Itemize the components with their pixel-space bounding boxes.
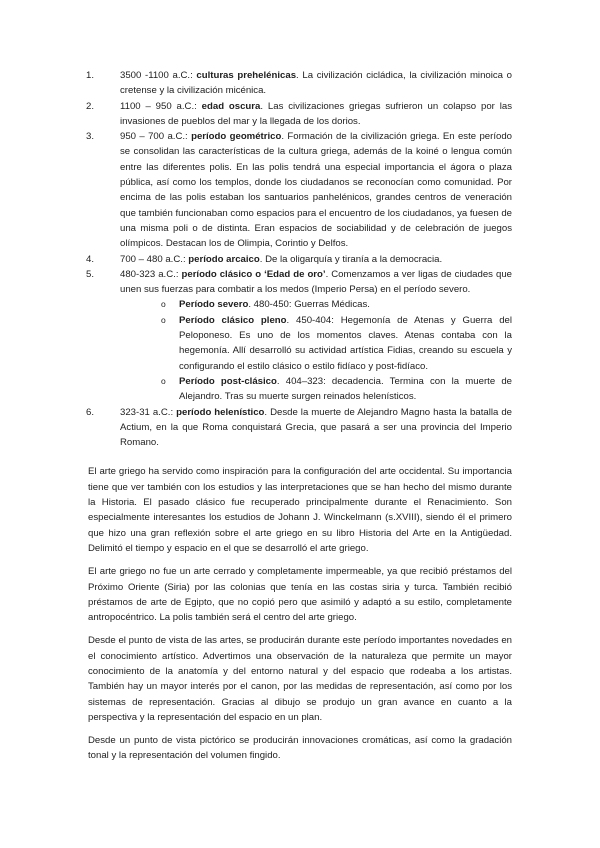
period-name: edad oscura [201, 100, 261, 112]
sublist-item [120, 297, 512, 312]
list-number: 4. [86, 253, 95, 265]
subperiod-name: Período post-clásico [179, 375, 277, 387]
sublist-item [120, 374, 512, 405]
body-paragraph: El arte griego no fue un arte cerrado y completamente impermeable, ya que recibió préstamos del Próximo Oriente (Siria) por las colonias que tenía en las costas siria y turca. También recibió préstamos de arte de Egipto, que no copió pero que asimiló y adaptó a su estilo, completamente antropocéntrico. La polis también será el centro del arte griego. [88, 566, 512, 624]
list-number: 2. [86, 100, 95, 112]
body-paragraph: El arte griego ha servido como inspiración para la configuración del arte occidental. Su importancia tiene que ver también con los estudios y las interpretaciones que se han hecho del mismo durante la Historia. El pasado clásico fue recuperado principalmente durante el Renacimiento. Son especialmente interesantes los estudios de Johann J. Winckelmann (s.XVIII), siendo él el primero que hizo una gran reflexión sobre el arte griego en su libro Historia del Arte en la Antigüedad. Delimitó el tiempo y espacio en el que se desarrolló el arte griego. [88, 466, 512, 554]
period-name: período clásico o ‘Edad de oro’ [181, 268, 326, 280]
period-description: . Desde la muerte de Alejandro Magno hasta la batalla de Actium, en la que Roma conquistará Grecia, que pasará a ser una provincia del Imperio Romano. [120, 406, 512, 449]
bullet-icon: o [161, 375, 166, 386]
bullet-icon: o [161, 299, 166, 310]
periods-list [86, 68, 513, 450]
subperiod-description: . 480-450: Guerras Médicas. [248, 299, 370, 311]
list-item [86, 68, 512, 99]
period-dates: 1100 – 950 a.C.: [120, 100, 202, 112]
period-description: . Las civilizaciones griegas sufrieron un colapso por las invasiones de pueblos del mar y la llegada de los dorios. [120, 100, 512, 127]
subperiod-description: . 404–323: decadencia. Termina con la muerte de Alejandro. Tras su muerte surgen reinados helenísticos. [179, 375, 513, 403]
bullet-icon: o [161, 314, 166, 325]
period-description: . Comenzamos a ver ligas de ciudades que unen sus fuerzas para combatir a los medos (Imperio Persa) en el período severo. [120, 268, 512, 296]
sublist-item [120, 313, 512, 374]
body-paragraph: Desde el punto de vista de las artes, se producirán durante este período importantes novedades en el conocimiento artístico. Advertimos una observación de la naturaleza que permite un mayor conocimiento de la anatomía y del entorno natural y del espacio que rodeaba a los artistas. También hay un mayor interés por el canon, por las medidas de representación, así como por los sistemas de representación. Gracias al dibujo se produjo un gran avance en cuanto a la perspectiva y la representación del espacio en un plan. [88, 635, 512, 723]
period-dates: 950 – 700 a.C.: [120, 131, 192, 143]
period-name: período geométrico [191, 131, 282, 143]
period-name: período helenístico [176, 406, 265, 418]
list-number: 5. [86, 268, 95, 280]
period-dates: 3500 -1100 a.C.: [120, 70, 197, 81]
list-item [86, 405, 512, 451]
list-number: 1. [86, 70, 95, 81]
list-item [86, 99, 512, 130]
period-dates: 700 – 480 a.C.: [120, 253, 189, 265]
period-description: . La civilización cicládica, la civilización minoica o cretense y la civilización micénica. [120, 70, 512, 97]
period-description: . Formación de la civilización griega. En este período se consolidan las características de la cultura griega, además de la koiné o lengua común entre las diferentes polis. En las polis tendrá una especial importancia el ágora o plaza pública, así como los templos, donde los ciudadanos se reconocían como comunidad. Por encima de las polis estaban los santuarios panhelénicos, grandes centros de veneración que también funcionaban como espacios para el encuentro de los ciudadanos, ya fuesen de una misma poli o de distinta. Eran espacios de sociabilidad y de celebración de juegos olímpicos. Destacan los de Olimpia, Corintio y Delfos. [120, 131, 513, 250]
list-number: 6. [86, 406, 95, 418]
period-name: culturas prehelénicas [196, 70, 297, 81]
period-name: período arcaico [188, 253, 260, 265]
list-item [86, 252, 512, 267]
subperiod-description: . 450-404: Hegemonía de Atenas y Guerra del Peloponeso. Es uno de los momentos claves. Atenas contaba con la hegemonía. Allí desarrolló su actividad artística Fidias, creando su escuela y configurando el estilo clásico o estilo fidíaco y post-fidíaco. [179, 314, 512, 372]
subperiods-list [120, 297, 512, 404]
list-item [86, 129, 513, 251]
subperiod-name: Período severo [179, 299, 249, 311]
list-item [86, 267, 513, 405]
list-number: 3. [86, 131, 95, 143]
period-description: . De la oligarquía y tiranía a la democracia. [259, 253, 443, 265]
body-paragraph: Desde un punto de vista pictórico se producirán innovaciones cromáticas, así como la gradación tonal y la representación del volumen fingido. [88, 735, 512, 762]
period-dates: 480-323 a.C.: [120, 268, 182, 280]
subperiod-name: Período clásico pleno [179, 314, 287, 326]
period-dates: 323-31 a.C.: [120, 406, 177, 418]
